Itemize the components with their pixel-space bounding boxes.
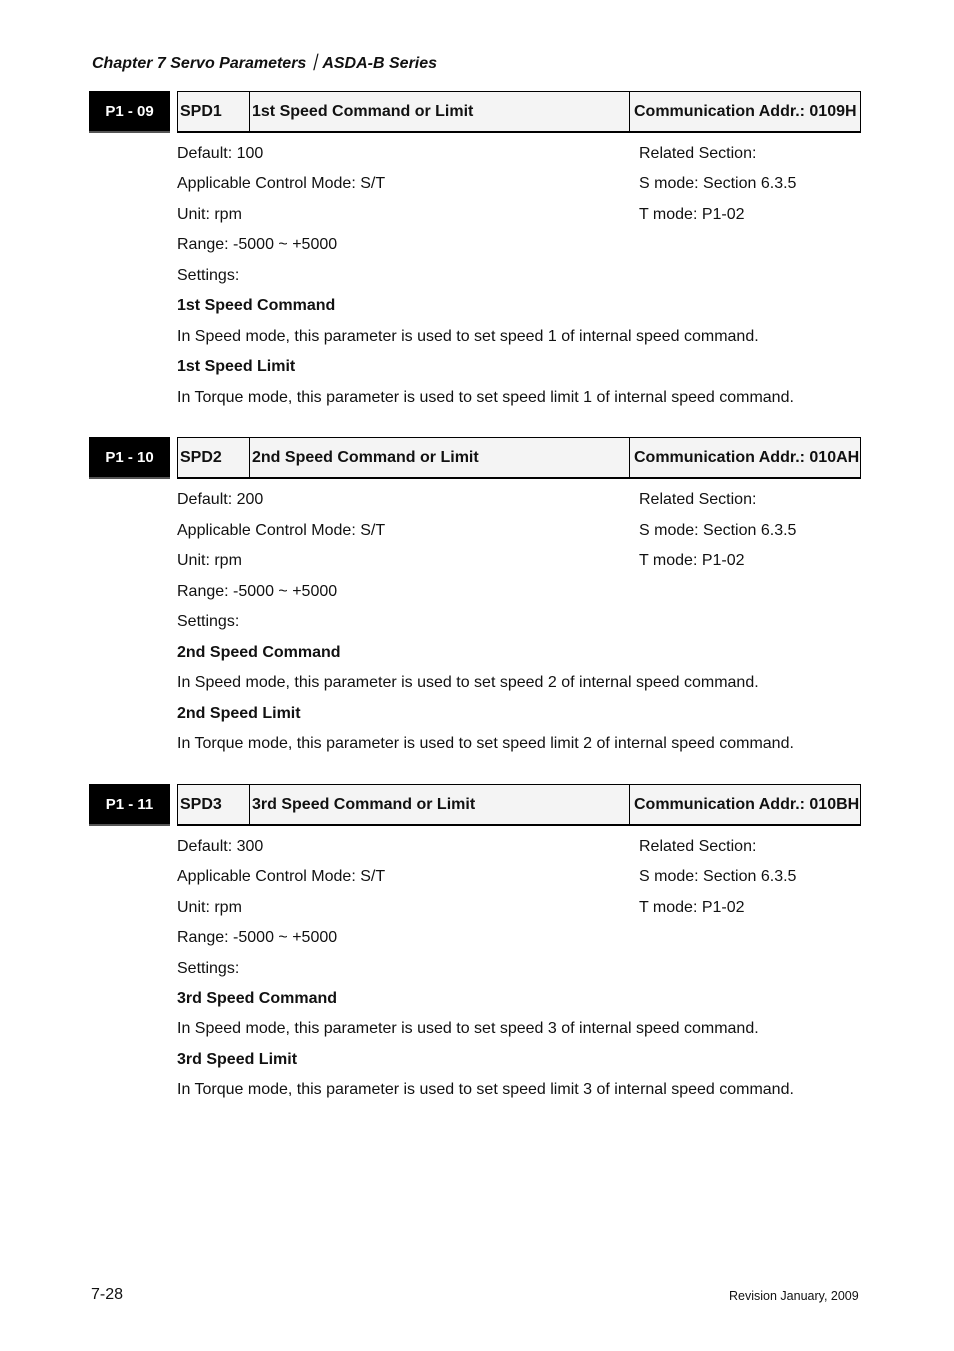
related-s-mode: S mode: Section 6.3.5 [639,868,797,885]
related-section: Related Section: [639,838,757,855]
param-code: SPD3 [178,785,250,824]
cmd-title: 1st Speed Command [177,297,336,314]
param-addr: Communication Addr.: 0109H [634,102,857,120]
param-addr: Communication Addr.: 010AH [634,448,860,466]
related-s-mode: S mode: Section 6.3.5 [639,175,797,192]
limit-text: In Torque mode, this parameter is used to set speed limit 1 of internal speed command. [177,389,794,406]
param-default: Default: 200 [177,491,264,508]
cmd-text: In Speed mode, this parameter is used to set speed 2 of internal speed command. [177,674,759,691]
param-mode: Applicable Control Mode: S/T [177,868,386,885]
param-header-table [177,91,861,133]
cmd-text: In Speed mode, this parameter is used to set speed 3 of internal speed command. [177,1020,759,1037]
related-t-mode: T mode: P1-02 [639,899,745,916]
param-name: 2nd Speed Command or Limit [250,438,630,477]
param-unit: Unit: rpm [177,899,242,916]
limit-title: 2nd Speed Limit [177,705,301,722]
limit-title: 3rd Speed Limit [177,1051,298,1068]
param-unit: Unit: rpm [177,206,242,223]
param-code: SPD2 [178,438,250,477]
limit-text: In Torque mode, this parameter is used to set speed limit 2 of internal speed command. [177,735,794,752]
chapter-header: Chapter 7 Servo Parameters｜ASDA-B Series [92,55,438,72]
related-t-mode: T mode: P1-02 [639,552,745,569]
param-unit: Unit: rpm [177,552,242,569]
cmd-title: 2nd Speed Command [177,644,341,661]
page-number: 7-28 [91,1286,124,1303]
param-default: Default: 300 [177,838,264,855]
related-section: Related Section: [639,491,757,508]
param-code: SPD1 [178,92,250,131]
param-tag: P1 - 09 [89,91,170,133]
param-tag: P1 - 10 [89,437,170,479]
related-t-mode: T mode: P1-02 [639,206,745,223]
param-name: 1st Speed Command or Limit [250,92,630,131]
param-settings: Settings: [177,267,240,284]
param-name: 3rd Speed Command or Limit [250,785,630,824]
param-range: Range: -5000 ~ +5000 [177,236,338,253]
param-header-table [177,437,861,479]
limit-title: 1st Speed Limit [177,358,296,375]
param-mode: Applicable Control Mode: S/T [177,522,386,539]
cmd-title: 3rd Speed Command [177,990,338,1007]
param-range: Range: -5000 ~ +5000 [177,929,338,946]
param-mode: Applicable Control Mode: S/T [177,175,386,192]
related-section: Related Section: [639,145,757,162]
param-settings: Settings: [177,613,240,630]
param-default: Default: 100 [177,145,264,162]
revision-date: Revision January, 2009 [729,1289,859,1303]
param-range: Range: -5000 ~ +5000 [177,583,338,600]
param-addr: Communication Addr.: 010BH [634,795,860,813]
param-header-table [177,784,861,826]
param-settings: Settings: [177,960,240,977]
limit-text: In Torque mode, this parameter is used to set speed limit 3 of internal speed command. [177,1081,794,1098]
param-tag: P1 - 11 [89,784,170,826]
related-s-mode: S mode: Section 6.3.5 [639,522,797,539]
cmd-text: In Speed mode, this parameter is used to set speed 1 of internal speed command. [177,328,759,345]
